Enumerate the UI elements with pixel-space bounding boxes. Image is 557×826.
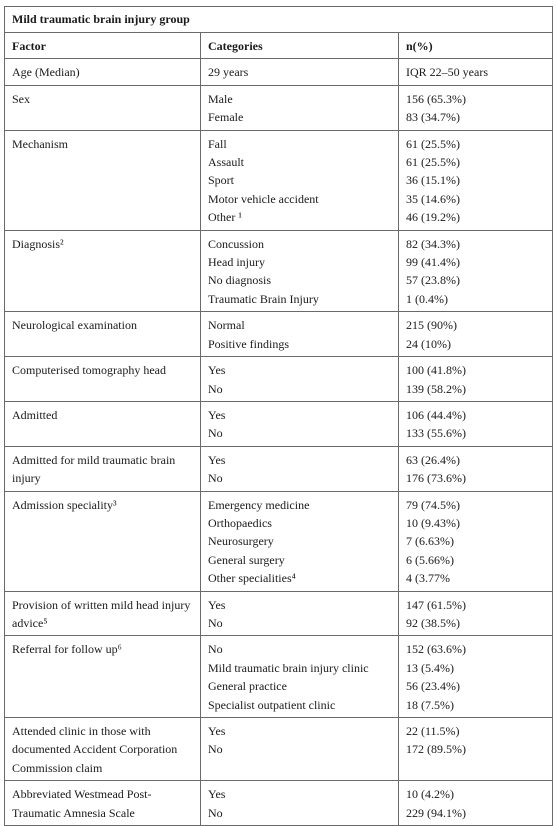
categories-cell <box>201 401 399 446</box>
factor-cell <box>5 718 201 781</box>
factor-label: Admitted <box>12 407 58 422</box>
header-factor: Factor <box>5 33 201 59</box>
category-label: Specialist outpatient clinic <box>208 697 336 712</box>
value-label: 215 (90%) <box>406 318 457 333</box>
table-row <box>5 357 553 402</box>
header-row <box>5 33 553 59</box>
categories-cell <box>201 59 399 85</box>
table-row <box>5 591 553 636</box>
table-row <box>5 781 553 826</box>
factor-label: Provision of written mild head injury advice⁵ <box>12 597 191 630</box>
value-label: 6 (5.66%) <box>406 552 454 567</box>
value-label: 176 (73.6%) <box>406 471 466 486</box>
table-row <box>5 312 553 357</box>
value-label: 10 (4.2%) <box>406 787 454 802</box>
value-label: 99 (41.4%) <box>406 255 460 270</box>
factor-label: Abbreviated Westmead Post-Traumatic Amnesia Scale <box>12 787 152 820</box>
value-label: 46 (19.2%) <box>406 210 460 225</box>
value-label: 83 (34.7%) <box>406 110 460 125</box>
value-label: 79 (74.5%) <box>406 497 460 512</box>
factor-cell <box>5 636 201 718</box>
category-label: Orthopaedics <box>208 515 272 530</box>
value-cell <box>399 230 553 312</box>
table-title: Mild traumatic brain injury group <box>5 7 553 33</box>
value-cell <box>399 401 553 446</box>
value-label: 100 (41.8%) <box>406 363 466 378</box>
categories-cell <box>201 357 399 402</box>
header-categories: Categories <box>201 33 399 59</box>
category-label: Concussion <box>208 236 265 251</box>
value-label: 61 (25.5%) <box>406 136 460 151</box>
table-row <box>5 718 553 781</box>
category-label: Other specialities⁴ <box>208 571 296 586</box>
value-label: 22 (11.5%) <box>406 724 460 738</box>
category-label: 29 years <box>208 65 249 80</box>
category-label: Yes <box>208 407 226 422</box>
factor-label: Age (Median) <box>12 65 80 80</box>
value-label: 13 (5.4%) <box>406 660 454 675</box>
categories-cell <box>201 591 399 636</box>
factor-label: Admission speciality³ <box>12 497 117 512</box>
factor-cell <box>5 781 201 826</box>
factor-cell <box>5 230 201 312</box>
factor-label: Neurological examination <box>12 318 137 333</box>
category-label: No <box>208 742 223 757</box>
category-label: No <box>208 381 223 396</box>
results-table <box>4 6 553 826</box>
factor-label: Diagnosis² <box>12 236 64 251</box>
category-label: No <box>208 615 223 630</box>
table-row <box>5 85 553 130</box>
value-label: 24 (10%) <box>406 336 451 351</box>
table-body <box>5 59 553 826</box>
category-label: Yes <box>208 452 226 467</box>
value-label: 36 (15.1%) <box>406 173 460 188</box>
category-label: Fall <box>208 136 227 151</box>
categories-cell <box>201 781 399 826</box>
factor-cell <box>5 446 201 491</box>
value-cell <box>399 491 553 591</box>
value-label: 56 (23.4%) <box>406 679 460 694</box>
category-label: No <box>208 805 223 820</box>
factor-cell <box>5 491 201 591</box>
value-label: 10 (9.43%) <box>406 515 460 530</box>
table-row <box>5 491 553 591</box>
categories-cell <box>201 85 399 130</box>
category-label: Yes <box>208 787 226 802</box>
category-label: Motor vehicle accident <box>208 191 319 206</box>
value-label: 57 (23.8%) <box>406 273 460 288</box>
value-cell <box>399 591 553 636</box>
category-label: Traumatic Brain Injury <box>208 291 319 306</box>
table-row <box>5 446 553 491</box>
value-cell <box>399 85 553 130</box>
value-cell <box>399 130 553 230</box>
table-row <box>5 401 553 446</box>
value-label: 82 (34.3%) <box>406 236 460 251</box>
value-cell <box>399 636 553 718</box>
table-row <box>5 59 553 85</box>
category-label: No <box>208 471 223 486</box>
value-label: 63 (26.4%) <box>406 452 460 467</box>
factor-cell <box>5 401 201 446</box>
value-cell <box>399 312 553 357</box>
category-label: Assault <box>208 155 244 170</box>
category-label: Mild traumatic brain injury clinic <box>208 660 369 675</box>
value-cell <box>399 59 553 85</box>
category-label: No <box>208 426 223 441</box>
category-label: General practice <box>208 679 287 694</box>
category-label: Yes <box>208 597 226 612</box>
category-label: Female <box>208 110 244 125</box>
document <box>4 6 552 826</box>
value-label: 1 (0.4%) <box>406 291 448 306</box>
factor-cell <box>5 312 201 357</box>
value-label: 35 (14.6%) <box>406 191 460 206</box>
category-label: Male <box>208 91 233 106</box>
table-row <box>5 130 553 230</box>
category-label: General surgery <box>208 552 285 567</box>
factor-cell <box>5 591 201 636</box>
value-label: 172 (89.5%) <box>406 742 466 757</box>
value-label: IQR 22–50 years <box>406 65 488 80</box>
category-label: Normal <box>208 318 245 333</box>
factor-label: Admitted for mild traumatic brain injury <box>12 452 176 486</box>
value-label: 7 (6.63%) <box>406 534 454 549</box>
value-cell <box>399 781 553 826</box>
categories-cell <box>201 491 399 591</box>
factor-cell <box>5 85 201 130</box>
value-label: 18 (7.5%) <box>406 697 454 712</box>
factor-label: Computerised tomography head <box>12 363 166 378</box>
category-label: Head injury <box>208 255 265 270</box>
value-label: 147 (61.5%) <box>406 597 466 612</box>
factor-cell <box>5 357 201 402</box>
value-cell <box>399 357 553 402</box>
factor-label: Attended clinic in those with documented Accident Corporation Commission claim <box>12 724 178 775</box>
value-label: 106 (44.4%) <box>406 407 466 422</box>
category-label: Emergency medicine <box>208 497 310 512</box>
value-label: 139 (58.2%) <box>406 381 466 396</box>
category-label: No diagnosis <box>208 273 271 288</box>
value-label: 152 (63.6%) <box>406 642 466 657</box>
categories-cell <box>201 718 399 781</box>
factor-label: Sex <box>12 91 30 106</box>
value-label: 4 (3.77% <box>406 571 450 586</box>
factor-label: Mechanism <box>12 136 68 151</box>
factor-cell <box>5 130 201 230</box>
category-label: Neurosurgery <box>208 534 274 549</box>
category-label: Sport <box>208 173 235 188</box>
value-label: 133 (55.6%) <box>406 426 466 441</box>
value-label: 156 (65.3%) <box>406 91 466 106</box>
value-label: 92 (38.5%) <box>406 615 460 630</box>
value-cell <box>399 446 553 491</box>
categories-cell <box>201 312 399 357</box>
category-label: No <box>208 642 223 657</box>
categories-cell <box>201 130 399 230</box>
value-label: 61 (25.5%) <box>406 155 460 170</box>
category-label: Positive findings <box>208 336 290 351</box>
table-row <box>5 230 553 312</box>
categories-cell <box>201 636 399 718</box>
categories-cell <box>201 230 399 312</box>
value-label: 229 (94.1%) <box>406 805 466 820</box>
categories-cell <box>201 446 399 491</box>
category-label: Yes <box>208 363 226 378</box>
category-label: Yes <box>208 724 226 738</box>
value-cell <box>399 718 553 781</box>
factor-cell <box>5 59 201 85</box>
factor-label: Referral for follow up⁶ <box>12 642 122 657</box>
table-row <box>5 636 553 718</box>
header-n-percent: n(%) <box>399 33 553 59</box>
category-label: Other ¹ <box>208 210 242 225</box>
